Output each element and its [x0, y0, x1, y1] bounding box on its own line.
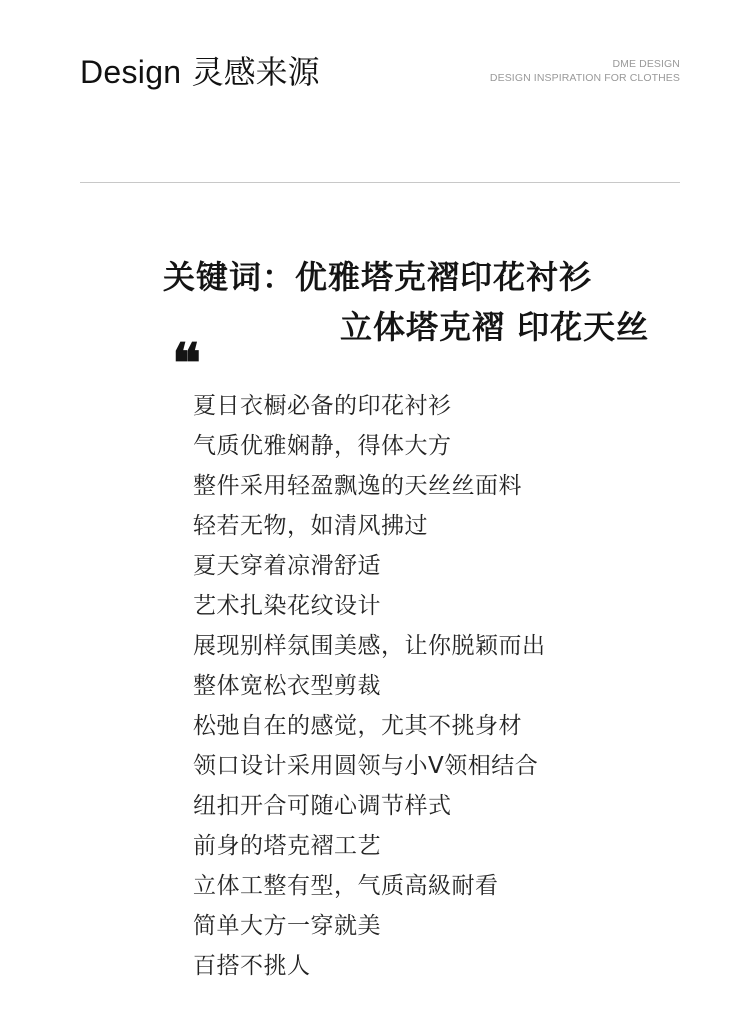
page-title-chinese: 灵感来源 — [191, 53, 320, 91]
description-line: 气质优雅娴静，得体大方 — [193, 433, 452, 459]
description-line: 领口设计采用圆领与小V领相结合 — [193, 753, 539, 779]
brand-tagline: DESIGN INSPIRATION FOR CLOTHES — [489, 72, 680, 84]
brand-name: DME DESIGN — [612, 58, 680, 70]
description-line: 轻若无物，如清风拂过 — [193, 513, 428, 539]
description-line: 前身的塔克褶工艺 — [193, 833, 381, 859]
quote-mark-icon: ❝ — [172, 331, 202, 395]
keywords-heading-line2: 立体塔克褶 印花天丝 — [340, 308, 650, 346]
keywords-heading-line1: 关键词：优雅塔克褶印花衬衫 — [163, 258, 593, 296]
description-line: 整体宽松衣型剪裁 — [193, 673, 381, 699]
brand-meta — [490, 57, 680, 85]
description-list — [193, 386, 546, 986]
page-title — [80, 52, 320, 92]
description-line: 松弛自在的感觉，尤其不挑身材 — [193, 713, 522, 739]
description-line: 百搭不挑人 — [193, 953, 311, 979]
description-line: 艺术扎染花纹设计 — [193, 593, 381, 619]
description-line: 整件采用轻盈飘逸的天丝丝面料 — [193, 473, 522, 499]
description-line: 展现别样氛围美感，让你脱颖而出 — [193, 633, 546, 659]
description-line: 夏日衣橱必备的印花衬衫 — [193, 393, 452, 419]
description-line: 纽扣开合可随心调节样式 — [193, 793, 452, 819]
description-line: 夏天穿着凉滑舒适 — [193, 553, 381, 579]
header-divider — [80, 182, 680, 183]
description-line: 简单大方一穿就美 — [193, 913, 381, 939]
description-line: 立体工整有型，气质高級耐看 — [193, 873, 499, 899]
page-title-latin: Design — [80, 54, 182, 90]
